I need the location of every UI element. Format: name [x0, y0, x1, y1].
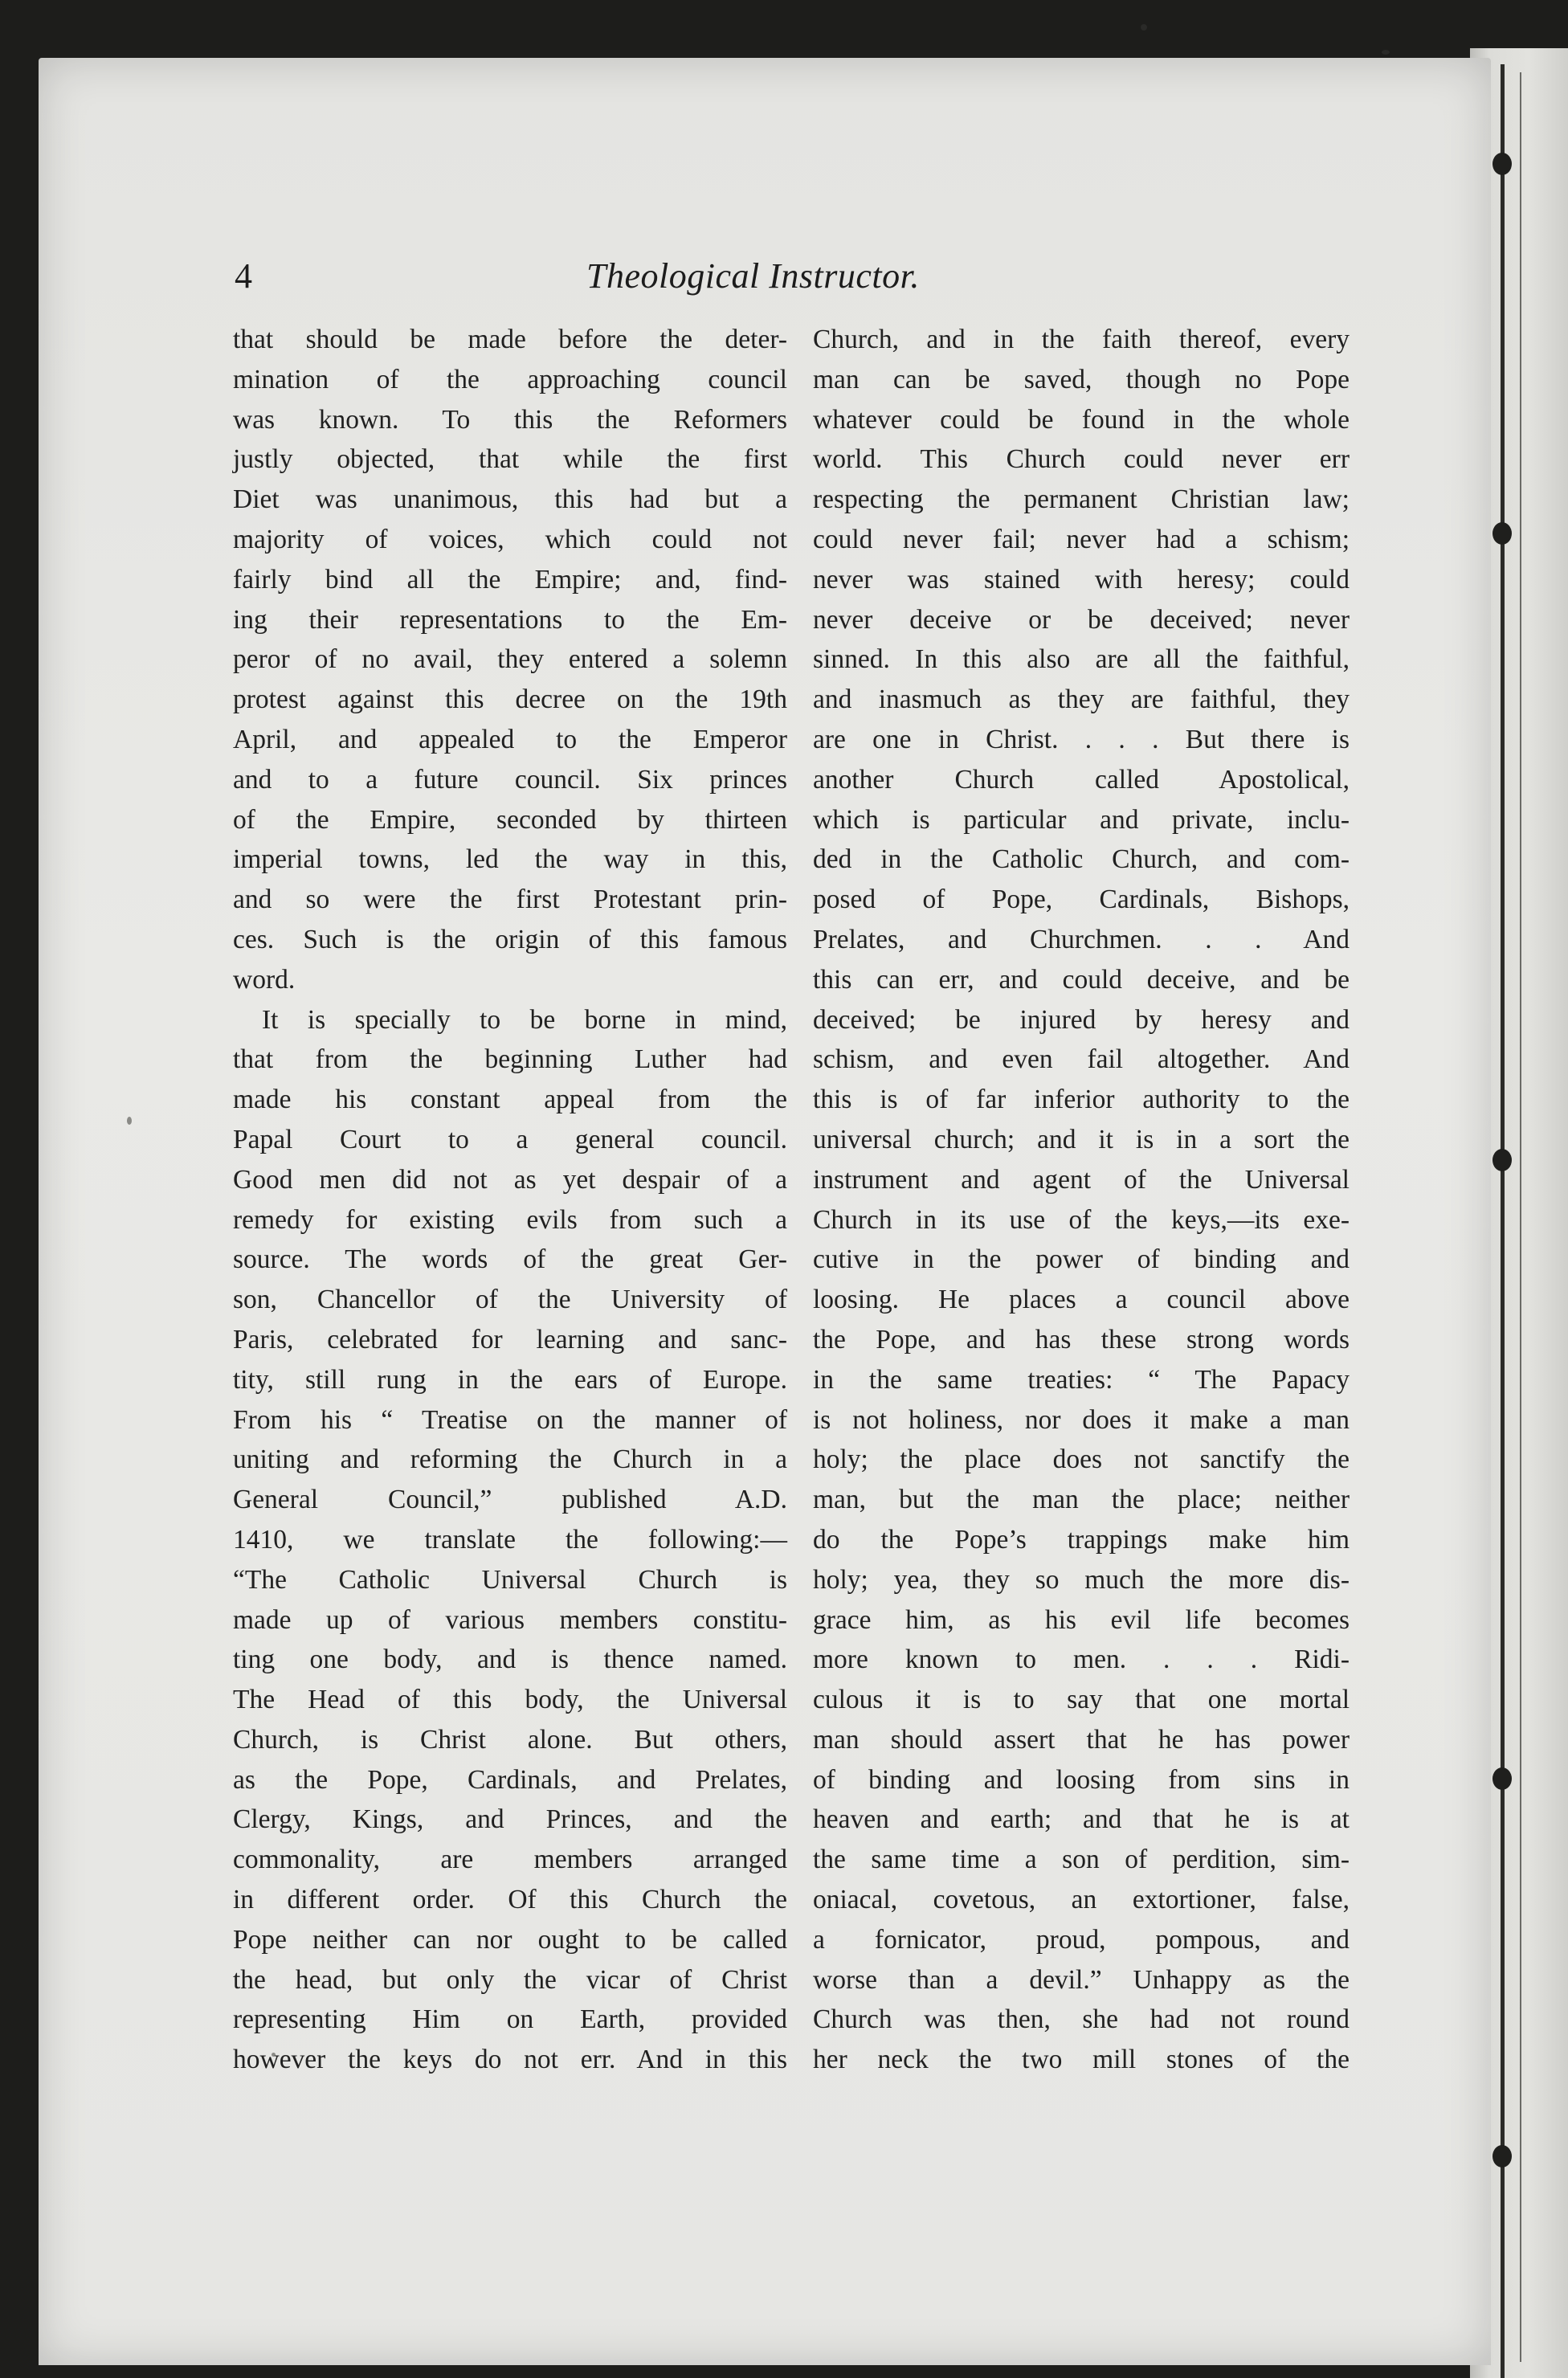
text-line: heaven and earth; and that he is at: [813, 1804, 1350, 1835]
text-line: source. The words of the great Ger-: [233, 1244, 787, 1275]
text-line: whatever could be found in the whole: [813, 404, 1350, 435]
text-line: man can be saved, though no Pope: [813, 364, 1350, 394]
text-line: April, and appealed to the Emperor: [233, 724, 787, 754]
text-line: is not holiness, nor does it make a man: [813, 1404, 1350, 1435]
dust-speck: [1382, 50, 1390, 55]
text-line: sinned. In this also are all the faithful,: [813, 644, 1350, 675]
text-line: this can err, and could deceive, and be: [813, 964, 1350, 995]
text-line: holy; yea, they so much the more dis-: [813, 1564, 1350, 1595]
text-line: imperial towns, led the way in this,: [233, 844, 787, 875]
text-line: 1410, we translate the following:—: [233, 1524, 787, 1555]
text-line: The Head of this body, the Universal: [233, 1685, 787, 1715]
text-line: son, Chancellor of the University of: [233, 1285, 787, 1315]
text-line: fairly bind all the Empire; and, find-: [233, 564, 787, 594]
left-text-column: [233, 320, 787, 2080]
text-line: Church was then, she had not round: [813, 2004, 1350, 2035]
text-line: holy; the place does not sanctify the: [813, 1444, 1350, 1475]
text-line: word.: [233, 964, 296, 995]
text-line: that should be made before the deter-: [233, 325, 787, 354]
text-line: posed of Pope, Cardinals, Bishops,: [813, 885, 1350, 915]
binding-stitch: [1492, 1149, 1512, 1171]
text-line: her neck the two mill stones of the: [813, 2045, 1350, 2075]
text-line: more known to men. . . . Ridi-: [813, 1645, 1350, 1675]
text-line: “The Catholic Universal Church is: [233, 1564, 787, 1595]
text-line: From his “ Treatise on the manner of: [233, 1404, 787, 1435]
text-line: uniting and reforming the Church in a: [233, 1444, 787, 1475]
text-line: and to a future council. Six princes: [233, 764, 787, 795]
running-title: Theological Instructor.: [586, 256, 920, 296]
text-line: and so were the first Protestant prin-: [233, 885, 787, 915]
text-line: made his constant appeal from the: [233, 1085, 787, 1115]
text-line: instrument and agent of the Universal: [813, 1164, 1350, 1195]
text-line: could never fail; never had a schism;: [813, 524, 1350, 554]
text-line: respecting the permanent Christian law;: [813, 484, 1350, 515]
text-line: ing their representations to the Em-: [233, 604, 787, 635]
text-line: Papal Court to a general council.: [233, 1124, 787, 1154]
text-line: was known. To this the Reformers: [233, 404, 787, 435]
text-line: tity, still rung in the ears of Europe.: [233, 1364, 787, 1395]
binding-edge: [1501, 64, 1505, 2378]
text-line: ces. Such is the origin of this famous: [233, 924, 787, 954]
text-line: deceived; be injured by heresy and: [813, 1004, 1350, 1035]
text-line: majority of voices, which could not: [233, 524, 787, 554]
text-line: never was stained with heresy; could: [813, 564, 1350, 594]
text-line: representing Him on Earth, provided: [233, 2004, 787, 2035]
text-line: this is of far inferior authority to the: [813, 1085, 1350, 1115]
text-line: remedy for existing evils from such a: [233, 1204, 787, 1235]
text-line: Clergy, Kings, and Princes, and the: [233, 1804, 787, 1835]
text-line: of the Empire, seconded by thirteen: [233, 804, 787, 835]
text-line: Pope neither can nor ought to be called: [233, 1924, 787, 1955]
binding-stitch: [1492, 1767, 1512, 1790]
text-line: in the same treaties: “ The Papacy: [813, 1364, 1350, 1395]
text-line: the same time a son of perdition, sim-: [813, 1845, 1350, 1875]
text-line: however the keys do not err. And in this: [233, 2045, 787, 2075]
text-line: grace him, as his evil life becomes: [813, 1604, 1350, 1635]
page-number: 4: [235, 256, 252, 296]
text-line: of binding and loosing from sins in: [813, 1764, 1350, 1795]
text-line: Diet was unanimous, this had but a: [233, 484, 787, 515]
text-line: never deceive or be deceived; never: [813, 604, 1350, 635]
text-line: in different order. Of this Church the: [233, 1885, 787, 1915]
text-line: cutive in the power of binding and: [813, 1244, 1350, 1275]
text-line: man should assert that he has power: [813, 1724, 1350, 1755]
text-line: which is particular and private, inclu-: [813, 804, 1350, 835]
text-line: schism, and even fail altogether. And: [813, 1044, 1350, 1075]
text-line: protest against this decree on the 19th: [233, 684, 787, 715]
text-line: and inasmuch as they are faithful, they: [813, 684, 1350, 715]
text-line: It is specially to be borne in mind,: [262, 1004, 787, 1035]
text-line: a fornicator, proud, pompous, and: [813, 1924, 1350, 1955]
binding-stitch: [1492, 2145, 1512, 2168]
text-line: do the Pope’s trappings make him: [813, 1524, 1350, 1555]
text-line: the head, but only the vicar of Christ: [233, 1964, 787, 1995]
text-line: another Church called Apostolical,: [813, 764, 1350, 795]
text-line: Church in its use of the keys,—its exe-: [813, 1204, 1350, 1235]
text-line: are one in Christ. . . . But there is: [813, 724, 1350, 754]
text-line: world. This Church could never err: [813, 444, 1350, 475]
text-line: ting one body, and is thence named.: [233, 1645, 787, 1675]
dust-speck: [1141, 24, 1147, 31]
text-line: Prelates, and Churchmen. . . And: [813, 924, 1350, 954]
binding-edge-secondary: [1520, 72, 1521, 2362]
text-line: ded in the Catholic Church, and com-: [813, 844, 1350, 875]
text-line: Paris, celebrated for learning and sanc-: [233, 1324, 787, 1354]
text-line: Church, is Christ alone. But others,: [233, 1724, 787, 1755]
page-header: [0, 255, 1568, 304]
right-text-column: [813, 320, 1350, 2080]
text-line: universal church; and it is in a sort the: [813, 1124, 1350, 1154]
text-line: man, but the man the place; neither: [813, 1485, 1350, 1515]
text-line: that from the beginning Luther had: [233, 1044, 787, 1075]
text-line: made up of various members constitu-: [233, 1604, 787, 1635]
text-line: commonality, are members arranged: [233, 1845, 787, 1875]
binding-stitch: [1492, 153, 1512, 175]
binding-stitch: [1492, 522, 1512, 545]
text-line: the Pope, and has these strong words: [813, 1324, 1350, 1354]
dust-speck: [127, 1117, 132, 1125]
text-line: Church, and in the faith thereof, every: [813, 325, 1350, 354]
text-line: culous it is to say that one mortal: [813, 1685, 1350, 1715]
text-line: worse than a devil.” Unhappy as the: [813, 1964, 1350, 1995]
text-line: justly objected, that while the first: [233, 444, 787, 475]
text-line: mination of the approaching council: [233, 364, 787, 394]
text-line: Good men did not as yet despair of a: [233, 1164, 787, 1195]
text-line: loosing. He places a council above: [813, 1285, 1350, 1315]
text-line: General Council,” published A.D.: [233, 1485, 787, 1515]
text-line: oniacal, covetous, an extortioner, false,: [813, 1885, 1350, 1915]
text-line: peror of no avail, they entered a solemn: [233, 644, 787, 675]
text-line: as the Pope, Cardinals, and Prelates,: [233, 1764, 787, 1795]
